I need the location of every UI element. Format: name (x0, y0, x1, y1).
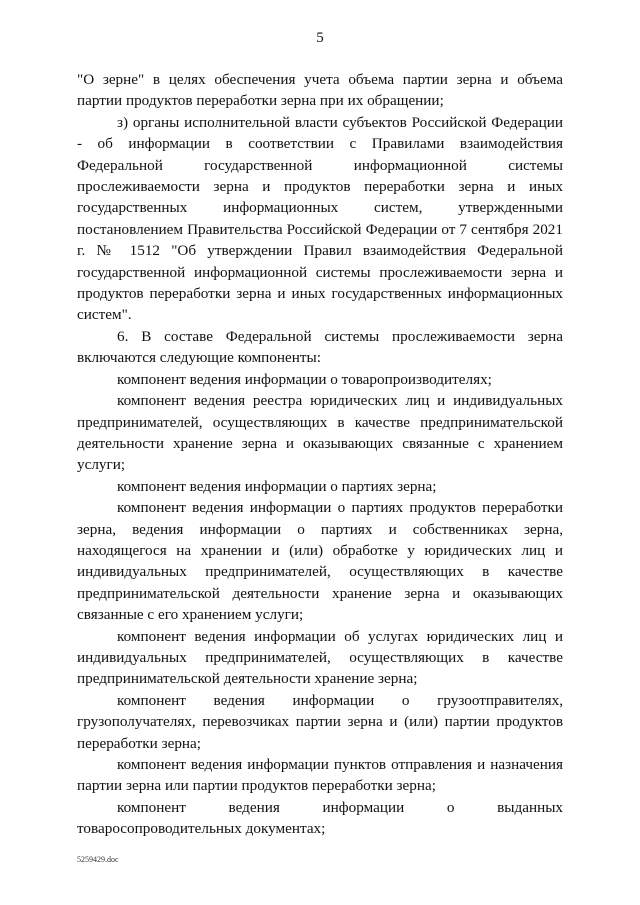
paragraph: компонент ведения информации о грузоотправителях, грузополучателях, перевозчиках партии зерна и (или) партии продуктов переработки зерна; (77, 691, 563, 752)
paragraph: 6. В составе Федеральной системы прослеживаемости зерна включаются следующие компоненты: (77, 327, 563, 367)
paragraph: компонент ведения информации об услугах юридических лиц и индивидуальных предпринимателей, осуществляющих в качестве предпринимательской деятельности хранение зерна; (77, 627, 563, 688)
page-number: 5 (316, 30, 324, 46)
paragraph: "О зерне" в целях обеспечения учета объема партии зерна и объема партии продуктов переработки зерна при их обращении; (77, 71, 563, 110)
paragraph: компонент ведения информации о товаропроизводителях; (117, 370, 492, 388)
footer-file-code: 5259429.doc (77, 855, 119, 864)
paragraph: компонент ведения информации о партиях зерна; (117, 477, 437, 495)
paragraph: компонент ведения информации о выданных товаросопроводительных документах; (77, 798, 563, 838)
paragraph: з) органы исполнительной власти субъектов Российской Федерации - об информации в соответствии с Правилами взаимодействия Федеральной государственной информационной системы прослеживаемости зерна и продуктов переработки зерна и иных государственных информационных систем, утвержденными постановлением Правительства Российской Федерации от 7 сентября 2021 г. № 1512 "Об утверждении Правил взаимодействия Федеральной государственной информационной системы прослеживаемости зерна и продуктов переработки зерна и иных государственных информационных систем". (77, 113, 563, 324)
paragraph: компонент ведения информации о партиях продуктов переработки зерна, ведения информации о партиях и собственниках зерна, находящегося на хранении и (или) обработке у юридических лиц и индивидуальных предпринимателей, осуществляющих в качестве предпринимательской деятельности хранение зерна и оказывающих связанные с его хранением услуги; (77, 499, 563, 624)
document-body (77, 69, 563, 840)
paragraph: компонент ведения информации пунктов отправления и назначения партии зерна или партии продуктов переработки зерна; (77, 756, 563, 795)
paragraph: компонент ведения реестра юридических лиц и индивидуальных предпринимателей, осуществляющих в качестве предпринимательской деятельности хранение зерна и оказывающих связанные с хранением услуги; (77, 392, 563, 474)
